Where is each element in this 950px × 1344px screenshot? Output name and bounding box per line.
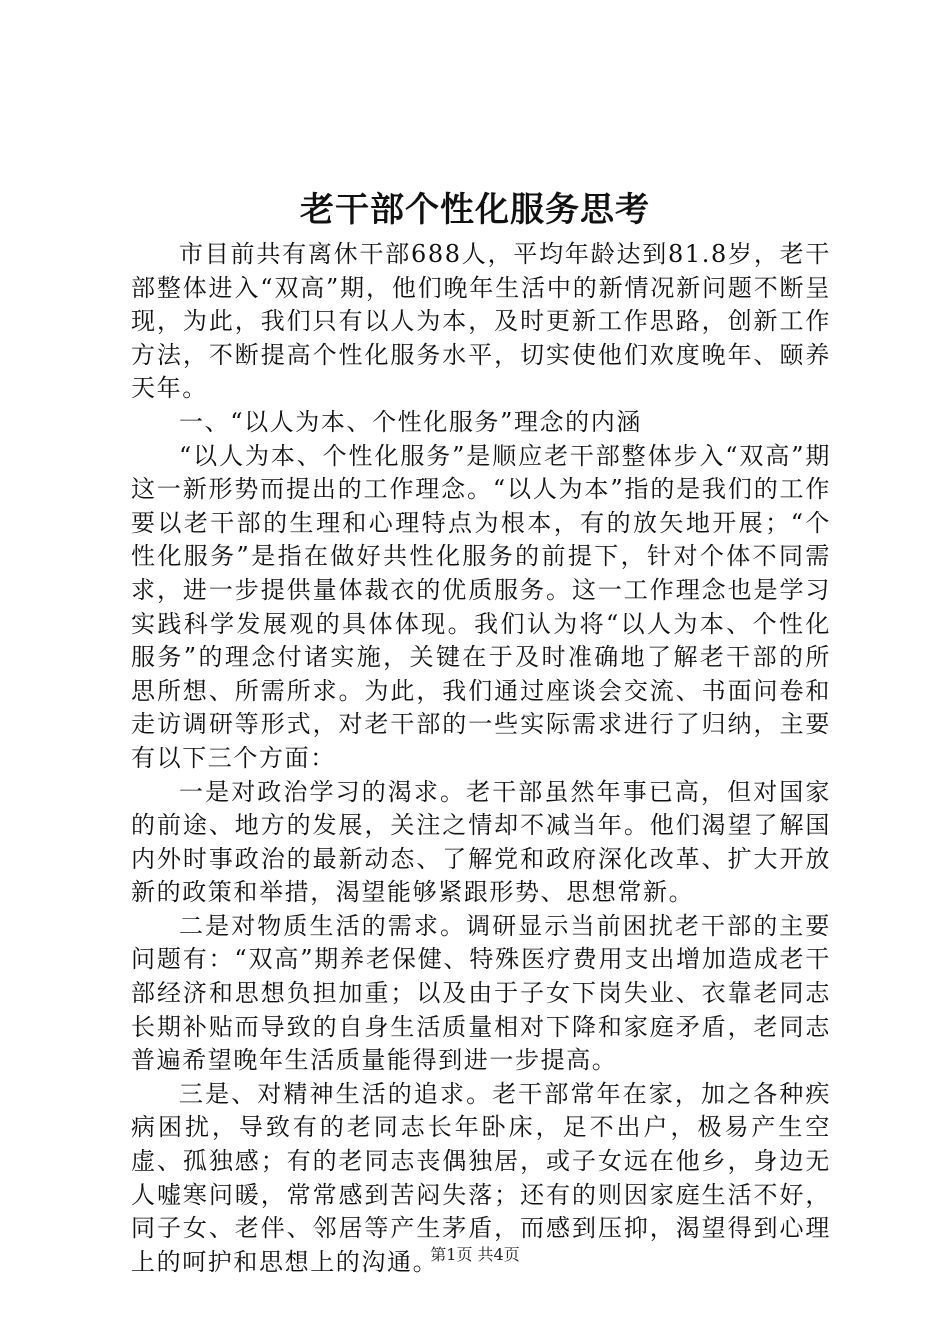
paragraph-political-study: 一是对政治学习的渴求。老干部虽然年事已高，但对国家的前途、地方的发展，关注之情却不减当年。他们渴望了解国内外时事政治的最新动态、了解党和政府深化改革、扩大开放新的政策和举措，渴望能够紧跟形势、思想常新。 (131, 777, 831, 907)
paragraph-material-life: 二是对物质生活的需求。调研显示当前困扰老干部的主要问题有：“双高”期养老保健、特殊医疗费用支出增加造成老干部经济和思想负担加重；以及由于子女下岗失业、衣靠老同志长期补贴而导致的自身生活质量相对下降和家庭矛盾，老同志普遍希望晚年生活质量能得到进一步提高。 (131, 911, 831, 1075)
paragraph-intro: 市目前共有离休干部688人，平均年龄达到81.8岁，老干部整体进入“双高”期，他们晚年生活中的新情况新问题不断呈现，为此，我们只有以人为本，及时更新工作思路，创新工作方法，不断提高个性化服务水平，切实使他们欢度晚年、颐养天年。 (131, 240, 831, 403)
paragraph-spiritual-life: 三是、对精神生活的追求。老干部常年在家，加之各种疾病困扰，导致有的老同志长年卧床，足不出户，极易产生空虚、孤独感；有的老同志丧偶独居，或子女远在他乡，身边无人嘘寒问暖，常常感到苦闷失落；还有的则因家庭生活不好，同子女、老伴、邻居等产生茅盾，而感到压抑，渴望得到心理上的呵护和思想上的沟通。 (131, 1079, 831, 1276)
page-number-footer: 第1页 共4页 (430, 1245, 520, 1264)
document-body (131, 238, 831, 1279)
paragraph-concept: “以人为本、个性化服务”是顺应老干部整体步入“双高”期这一新形势而提出的工作理念。“以人为本”指的是我们的工作要以老干部的生理和心理特点为根本，有的放矢地开展；“个性化服务”是指在做好共性化服务的前提下，针对个体不同需求，进一步提供量体裁衣的优质服务。这一工作理念也是学习实践科学发展观的具体体现。我们认为将“以人为本、个性化服务”的理念付诸实施，关键在于及时准确地了解老干部的所思所想、所需所求。为此，我们通过座谈会交流、书面问卷和走访调研等形式，对老干部的一些实际需求进行了归纳，主要有以下三个方面： (131, 441, 831, 772)
document-title: 老干部个性化服务思考 (300, 190, 650, 230)
section-heading-1: 一、“以人为本、个性化服务”理念的内涵 (179, 407, 642, 436)
